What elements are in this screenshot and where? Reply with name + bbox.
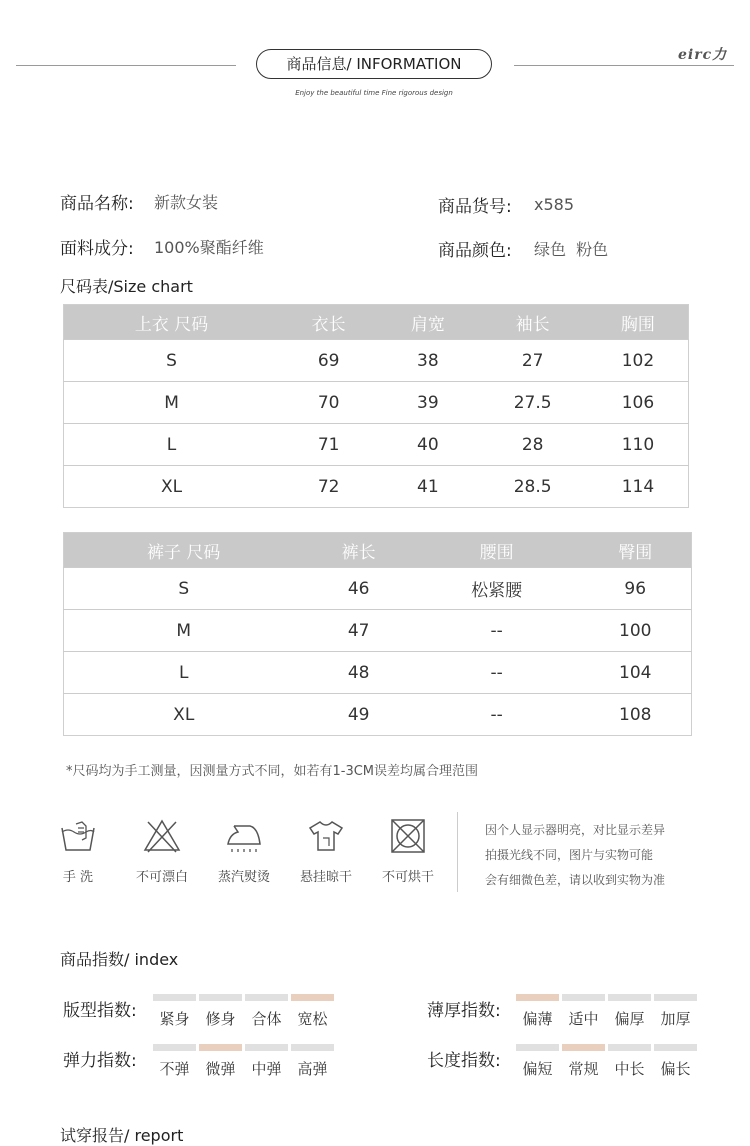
table-cell: L [64,424,280,466]
hang-dry-icon [306,818,346,854]
product-sku-value: x585 [534,195,575,214]
product-name-label: 商品名称: [60,194,134,214]
hand-wash-icon [58,818,98,854]
report-title: 试穿报告/ report [60,1126,184,1145]
table-row [64,694,692,736]
table-row [64,652,692,694]
thickness-option-label: 加厚 [660,1010,691,1028]
care-item-no-tumble-dry [368,818,448,885]
elasticity-segment [199,1044,242,1051]
table-cell: 100 [579,610,691,652]
care-label: 不可漂白 [135,870,188,885]
no-tumble-dry-icon [388,818,428,854]
table-cell: 27 [477,340,587,382]
length-segment [608,1044,651,1051]
measurement-note: *尺码均为手工测量，因测量方式不同，如若有1-3CM误差均属合理范围 [66,764,479,779]
elasticity-option-label: 不弹 [159,1060,190,1078]
table-row [64,610,692,652]
table-cell: 96 [579,568,691,610]
table-header-cell: 臀围 [579,533,691,568]
table-cell: 48 [303,652,413,694]
color-label: 商品颜色: [438,241,512,261]
table-cell: M [64,382,280,424]
table-cell: XL [64,466,280,508]
table-row [64,382,689,424]
table-cell: 28.5 [477,466,587,508]
table-cell: -- [414,652,580,694]
table-cell: 108 [579,694,691,736]
table-header-cell: 裤长 [303,533,413,568]
thickness-segment [608,994,651,1001]
fit-segment [199,994,242,1001]
table-cell: L [64,652,304,694]
table-row [64,340,689,382]
fit-option-label: 紧身 [159,1010,190,1028]
disclaimer-line: 因个人显示器明亮，对比显示差异 [485,823,666,837]
table-header-cell: 裤子 尺码 [64,533,304,568]
color-value: 绿色 粉色 [534,240,609,259]
table-row [64,424,689,466]
elasticity-option-label: 中弹 [251,1060,282,1078]
table-header-cell: 肩宽 [378,305,477,340]
section-title-information: 商品信息/ INFORMATION [256,49,492,79]
care-item-hand-wash [38,818,118,885]
table-cell: 49 [303,694,413,736]
length-option-label: 偏长 [660,1060,691,1078]
table-row [64,466,689,508]
table-header-cell: 腰围 [414,533,580,568]
table-header-cell: 胸围 [588,305,689,340]
care-label: 不可烘干 [381,870,434,885]
care-item-no-bleach [122,818,202,885]
table-cell: 72 [279,466,378,508]
length-index-label: 长度指数: [427,1051,501,1071]
thickness-segment [516,994,559,1001]
table-row [64,568,692,610]
table-cell: 28 [477,424,587,466]
care-divider [457,812,458,892]
fit-index-label: 版型指数: [63,1001,137,1021]
table-cell: 41 [378,466,477,508]
table-cell: -- [414,694,580,736]
fit-segment [153,994,196,1001]
brand-logo: eirc力 [678,47,728,63]
fit-option-label: 宽松 [297,1010,328,1028]
elasticity-segment [153,1044,196,1051]
length-segment [562,1044,605,1051]
table-cell: 106 [588,382,689,424]
elasticity-segment [245,1044,288,1051]
table-cell: S [64,340,280,382]
elasticity-segment [291,1044,334,1051]
disclaimer-line: 会有细微色差，请以收到实物为准 [485,873,666,887]
table-cell: 102 [588,340,689,382]
table-cell: 39 [378,382,477,424]
table-cell: 104 [579,652,691,694]
thickness-segment [654,994,697,1001]
fit-segment [245,994,288,1001]
steam-iron-icon [224,818,264,854]
table-header-row [64,305,689,340]
disclaimer-line: 拍摄光线不同，图片与实物可能 [485,848,654,862]
pants-size-table [63,532,692,736]
elasticity-option-label: 高弹 [297,1060,328,1078]
fit-option-label: 修身 [205,1010,236,1028]
thickness-option-label: 偏厚 [614,1010,645,1028]
header-tagline: Enjoy the beautiful time Fine rigorous design [295,89,453,97]
care-label: 手 洗 [62,870,94,885]
table-cell: 69 [279,340,378,382]
table-cell: 71 [279,424,378,466]
table-cell: S [64,568,304,610]
length-segment [516,1044,559,1051]
table-cell: 46 [303,568,413,610]
table-cell: 38 [378,340,477,382]
elasticity-option-label: 微弹 [205,1060,236,1078]
table-cell: -- [414,610,580,652]
length-segment [654,1044,697,1051]
table-header-row [64,533,692,568]
fabric-value: 100%聚酯纤维 [154,238,264,257]
table-cell: 松紧腰 [414,568,580,610]
header-line-right [514,65,734,66]
table-cell: 114 [588,466,689,508]
product-name-value: 新款女装 [154,193,219,212]
thickness-option-label: 偏薄 [522,1010,553,1028]
table-cell: 47 [303,610,413,652]
top-size-table [63,304,689,508]
care-label: 蒸汽熨烫 [217,870,270,885]
product-sku-label: 商品货号: [438,197,512,217]
table-cell: 70 [279,382,378,424]
care-item-steam-iron [204,818,284,885]
table-cell: XL [64,694,304,736]
table-header-cell: 上衣 尺码 [64,305,280,340]
care-item-hang-dry [286,818,366,885]
fit-segment [291,994,334,1001]
index-title: 商品指数/ index [60,950,179,969]
no-bleach-icon [142,818,182,854]
thickness-index-label: 薄厚指数: [427,1001,501,1021]
size-chart-title: 尺码表/Size chart [60,277,193,296]
thickness-option-label: 适中 [568,1010,599,1028]
table-cell: 27.5 [477,382,587,424]
fit-option-label: 合体 [251,1010,282,1028]
table-cell: M [64,610,304,652]
length-option-label: 中长 [614,1060,645,1078]
length-option-label: 常规 [568,1060,599,1078]
table-cell: 40 [378,424,477,466]
thickness-segment [562,994,605,1001]
care-label: 悬挂晾干 [299,870,352,885]
table-cell: 110 [588,424,689,466]
table-header-cell: 袖长 [477,305,587,340]
table-header-cell: 衣长 [279,305,378,340]
elasticity-index-label: 弹力指数: [63,1051,137,1071]
length-option-label: 偏短 [522,1060,553,1078]
fabric-label: 面料成分: [60,239,134,259]
header-line-left [16,65,236,66]
